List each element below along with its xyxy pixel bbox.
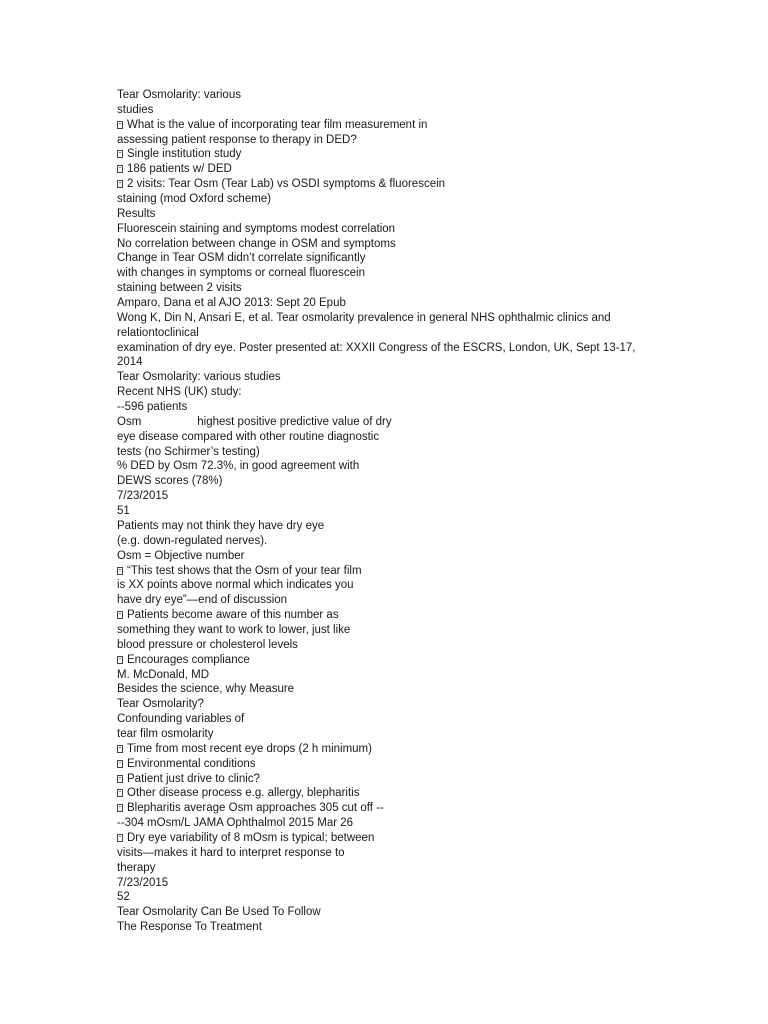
text-line: assessing patient response to therapy in DED? [117,133,357,146]
text-line: Tear Osmolarity: various [117,89,241,101]
date-line: 7/23/2015 [117,490,169,503]
text-line: tear film osmolarity [117,727,214,740]
bullet-line [117,608,637,623]
text-line: staining between 2 visits [117,282,242,295]
text-line: therapy [117,861,156,874]
bullet-line [117,742,637,757]
bullet-box-icon [117,121,123,129]
text-line: is XX points above normal which indicates you [117,579,354,592]
text-line: tests (no Schirmer’s testing) [117,445,260,458]
text-line: something they want to work to lower, just like [117,623,351,636]
bullet-text: “This test shows that the Osm of your tear film [127,564,362,577]
bullet-box-icon [117,567,123,575]
text-line: have dry eye”—end of discussion [117,594,288,607]
document-page [117,88,637,935]
bullet-text: 186 patients w/ DED [127,163,232,176]
bullet-line [117,564,637,579]
osm-text: highest positive predictive value of dry [197,415,392,428]
bullet-text: What is the value of incorporating tear film measurement in [127,118,428,131]
bullet-text: Dry eye variability of 8 mOsm is typical; between [127,831,375,844]
author-line: M. McDonald, MD [117,668,210,681]
text-line: No correlation between change in OSM and symptoms [117,237,396,250]
bullet-text: Blepharitis average Osm approaches 305 cut off -- [127,802,384,815]
text-line: Confounding variables of [117,713,245,726]
text-line: --304 mOsm/L JAMA Ophthalmol 2015 Mar 26 [117,817,354,830]
text-line: Fluorescein staining and symptoms modest correlation [117,222,396,235]
text-line: blood pressure or cholesterol levels [117,638,298,651]
bullet-box-icon [117,150,123,158]
bullet-text: Patients become aware of this number as [127,609,339,622]
text-line: studies [117,103,154,116]
bullet-box-icon [117,165,123,173]
text-line: --596 patients [117,401,188,414]
bullet-box-icon [117,760,123,768]
text-line: Change in Tear OSM didn’t correlate significantly [117,252,366,265]
bullet-box-icon [117,656,123,664]
slide-title: Tear Osmolarity Can Be Used To Follow [117,906,321,919]
bullet-line [117,801,637,816]
bullet-box-icon [117,745,123,753]
bullet-line [117,177,637,192]
citation-line: Wong K, Din N, Ansari E, et al. Tear osmolarity prevalence in general NHS ophthalmic clinics and [117,311,611,324]
osm-label: Osm [117,415,142,428]
bullet-line [117,772,637,787]
page-number: 52 [117,891,130,904]
text-line: with changes in symptoms or corneal fluorescein [117,267,366,280]
bullet-box-icon [117,834,123,842]
bullet-box-icon [117,789,123,797]
text-line: DEWS scores (78%) [117,475,223,488]
slide-title: Tear Osmolarity? [117,698,204,711]
bullet-line [117,118,637,133]
bullet-text: Single institution study [127,148,242,161]
section-heading: Results [117,207,156,220]
bullet-box-icon [117,180,123,188]
bullet-box-icon [117,775,123,783]
text-line: Osm = Objective number [117,549,245,562]
citation-line: examination of dry eye. Poster presented at: XXXII Congress of the ESCRS, London, UK, Sept 13-17, [117,341,636,354]
bullet-line [117,653,637,668]
citation-line: Amparo, Dana et al AJO 2013: Sept 20 Epub [117,297,346,310]
citation-line: 2014 [117,356,143,369]
bullet-line [117,786,637,801]
bullet-line [117,831,637,846]
date-line: 7/23/2015 [117,876,169,889]
citation-line: relationtoclinical [117,326,199,339]
text-line: (e.g. down-regulated nerves). [117,534,268,547]
bullet-text: Other disease process e.g. allergy, blepharitis [127,787,360,800]
bullet-line [117,162,637,177]
slide-title: Tear Osmolarity: various studies [117,371,281,384]
bullet-line [117,757,637,772]
slide-title: The Response To Treatment [117,921,262,934]
bullet-line [117,147,637,162]
bullet-text: 2 visits: Tear Osm (Tear Lab) vs OSDI symptoms & fluorescein [127,178,446,191]
bullet-box-icon [117,804,123,812]
text-line: Recent NHS (UK) study: [117,386,242,399]
bullet-box-icon [117,611,123,619]
bullet-text: Patient just drive to clinic? [127,772,260,785]
text-line: staining (mod Oxford scheme) [117,193,272,206]
bullet-text: Time from most recent eye drops (2 h minimum) [127,742,372,755]
text-line [117,415,637,430]
text-line: % DED by Osm 72.3%, in good agreement with [117,460,360,473]
text-line: visits—makes it hard to interpret response to [117,846,345,859]
slide-title: Besides the science, why Measure [117,683,295,696]
page-number: 51 [117,505,130,518]
bullet-text: Environmental conditions [127,757,256,770]
text-line: eye disease compared with other routine diagnostic [117,430,380,443]
bullet-text: Encourages compliance [127,653,250,666]
text-line: Patients may not think they have dry eye [117,519,325,532]
